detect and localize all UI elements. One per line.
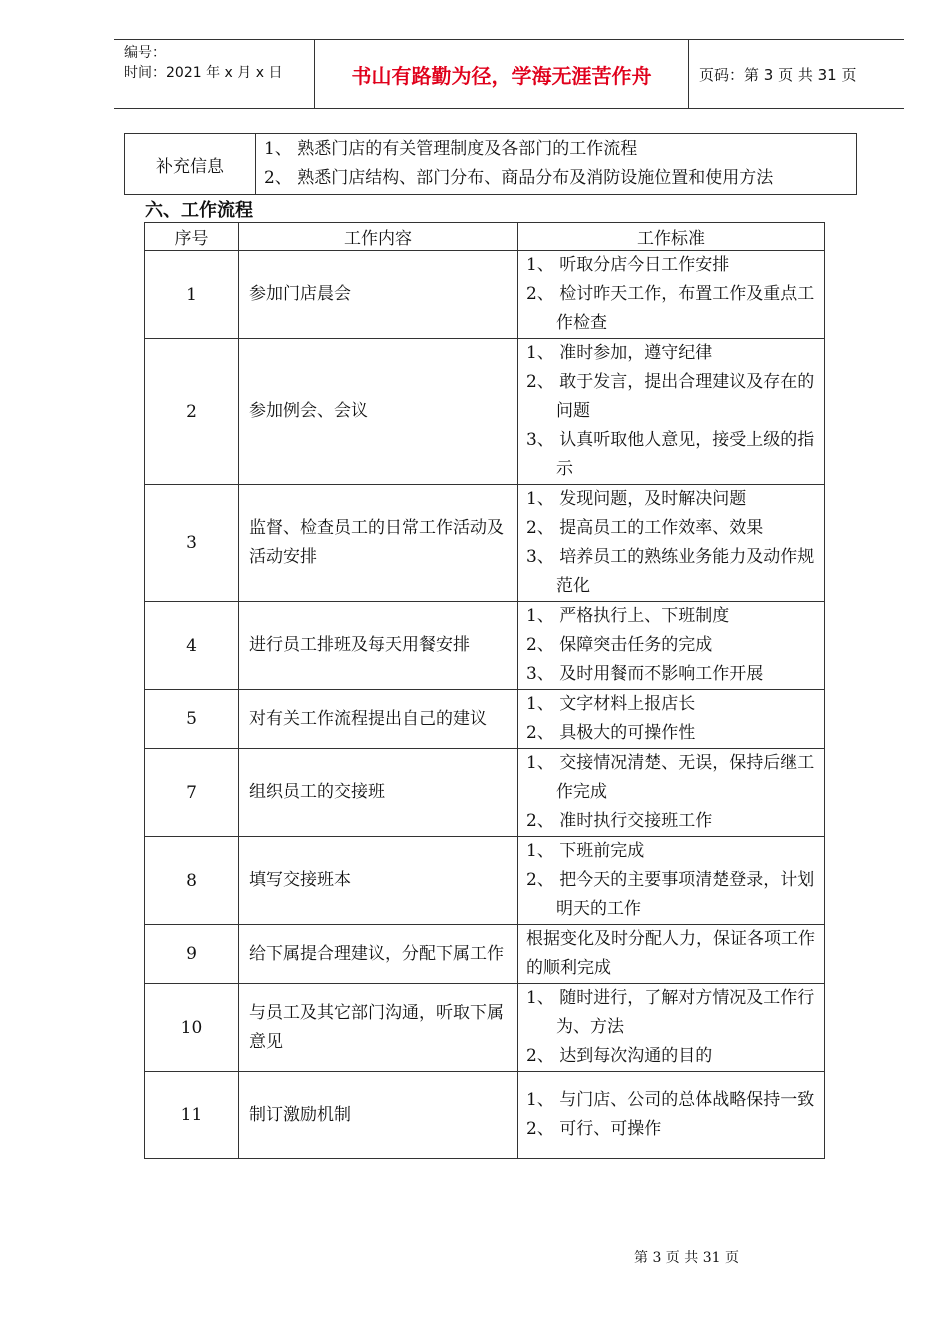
row-number: 5	[145, 690, 239, 749]
table-row	[145, 1072, 825, 1159]
row-work: 制订激励机制	[239, 1072, 518, 1159]
table-row	[145, 339, 825, 485]
row-work: 进行员工排班及每天用餐安排	[239, 602, 518, 690]
supplement-label: 补充信息	[125, 134, 256, 195]
supplement-table	[124, 133, 857, 195]
page-header	[114, 39, 904, 109]
header-num: 序号	[145, 223, 239, 251]
row-standard	[518, 837, 825, 925]
table-row	[145, 837, 825, 925]
table-body	[145, 251, 825, 1159]
page-footer: 第 3 页 共 31 页	[634, 1250, 739, 1266]
row-standard	[518, 602, 825, 690]
code-label: 编号：	[124, 45, 166, 61]
table-row	[145, 251, 825, 339]
row-number: 8	[145, 837, 239, 925]
row-standard	[518, 925, 825, 984]
row-work: 填写交接班本	[239, 837, 518, 925]
row-work: 与员工及其它部门沟通，听取下属意见	[239, 984, 518, 1072]
supplement-items	[256, 134, 857, 195]
standard-item: 3、 认真听取他人意见，接受上级的指示	[526, 430, 815, 479]
row-number: 10	[145, 984, 239, 1072]
row-work: 组织员工的交接班	[239, 749, 518, 837]
standard-item: 根据变化及时分配人力，保证各项工作的顺利完成	[526, 929, 815, 978]
header-work: 工作内容	[239, 223, 518, 251]
table-row	[145, 602, 825, 690]
row-number: 11	[145, 1072, 239, 1159]
standard-item: 1、 交接情况清楚、无误，保持后继工作完成	[526, 753, 815, 802]
standard-item: 1、 与门店、公司的总体战略保持一致	[526, 1090, 815, 1110]
standard-item: 1、 下班前完成	[526, 841, 645, 861]
standard-item: 1、 准时参加，遵守纪律	[526, 343, 713, 363]
standard-item: 1、 严格执行上、下班制度	[526, 606, 730, 626]
row-standard	[518, 749, 825, 837]
table-header-row	[145, 223, 825, 251]
standard-item: 2、 保障突击任务的完成	[526, 635, 713, 655]
standard-item: 1、 听取分店今日工作安排	[526, 255, 730, 275]
standard-item: 3、 及时用餐而不影响工作开展	[526, 664, 764, 684]
time-label: 时间：2021 年 x 月 x 日	[124, 65, 283, 81]
row-work: 监督、检查员工的日常工作活动及活动安排	[239, 485, 518, 602]
row-work: 参加例会、会议	[239, 339, 518, 485]
page-info: 页码：第 3 页 共 31 页	[699, 65, 857, 84]
standard-item: 2、 达到每次沟通的目的	[526, 1046, 713, 1066]
row-standard	[518, 485, 825, 602]
table-row	[145, 690, 825, 749]
standard-item: 2、 可行、可操作	[526, 1119, 662, 1139]
table-row	[145, 925, 825, 984]
row-work: 参加门店晨会	[239, 251, 518, 339]
standard-item: 2、 检讨昨天工作，布置工作及重点工作检查	[526, 284, 815, 333]
standard-item: 3、 培养员工的熟练业务能力及动作规范化	[526, 547, 815, 596]
standard-item: 2、 具极大的可操作性	[526, 723, 696, 743]
standard-item: 1、 发现问题，及时解决问题	[526, 489, 747, 509]
row-number: 7	[145, 749, 239, 837]
standard-item: 1、 文字材料上报店长	[526, 694, 696, 714]
table-row	[145, 984, 825, 1072]
table-row	[145, 749, 825, 837]
header-meta	[114, 40, 315, 108]
row-number: 1	[145, 251, 239, 339]
header-std: 工作标准	[518, 223, 825, 251]
row-number: 4	[145, 602, 239, 690]
standard-item: 1、 随时进行，了解对方情况及工作行为、方法	[526, 988, 815, 1037]
supplement-item: 2、 熟悉门店结构、部门分布、商品分布及消防设施位置和使用方法	[264, 168, 774, 188]
row-standard	[518, 984, 825, 1072]
row-standard	[518, 1072, 825, 1159]
standard-item: 2、 提高员工的工作效率、效果	[526, 518, 764, 538]
row-number: 2	[145, 339, 239, 485]
table-row	[145, 485, 825, 602]
row-standard	[518, 339, 825, 485]
workflow-table	[144, 222, 825, 1159]
standard-item: 2、 把今天的主要事项清楚登录，计划明天的工作	[526, 870, 815, 919]
row-number: 3	[145, 485, 239, 602]
row-number: 9	[145, 925, 239, 984]
standard-item: 2、 准时执行交接班工作	[526, 811, 713, 831]
section-title: 六、工作流程	[145, 200, 253, 221]
row-standard	[518, 690, 825, 749]
row-standard	[518, 251, 825, 339]
standard-item: 2、 敢于发言，提出合理建议及存在的问题	[526, 372, 815, 421]
row-work: 对有关工作流程提出自己的建议	[239, 690, 518, 749]
supplement-item: 1、 熟悉门店的有关管理制度及各部门的工作流程	[264, 139, 638, 159]
motto: 书山有路勤为径，学海无涯苦作舟	[315, 40, 689, 108]
row-work: 给下属提合理建议，分配下属工作	[239, 925, 518, 984]
